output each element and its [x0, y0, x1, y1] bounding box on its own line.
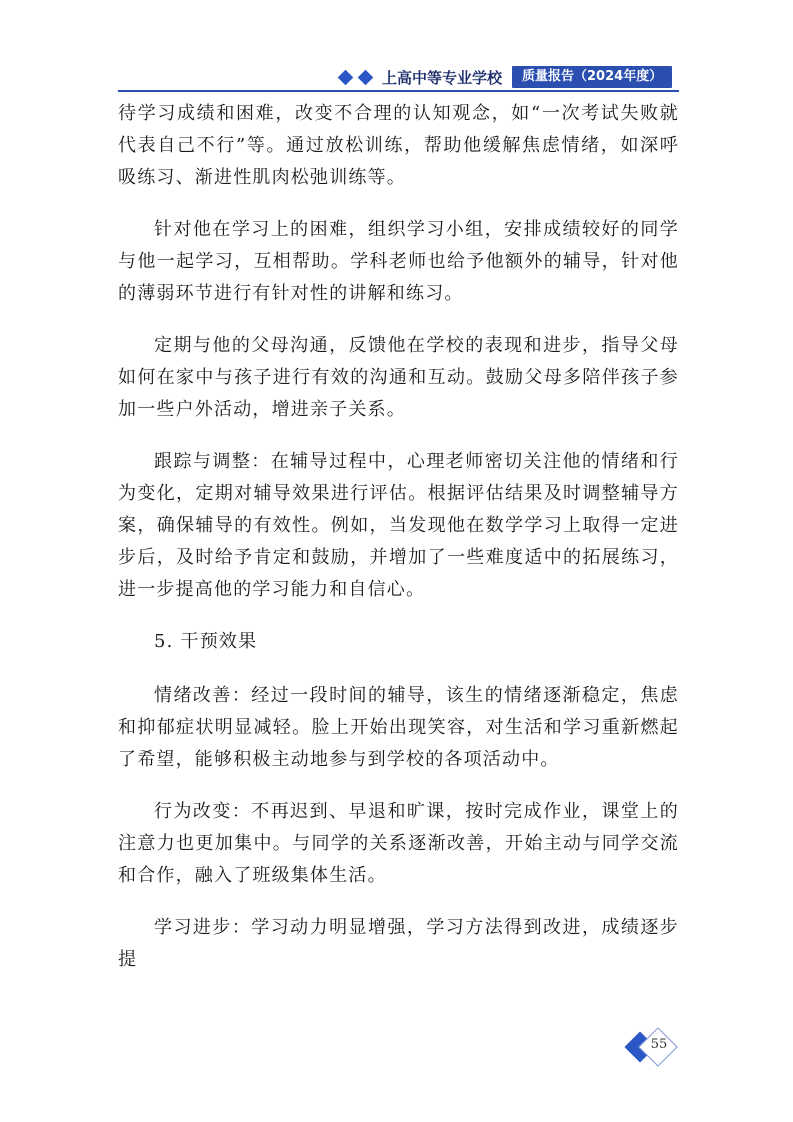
paragraph: 学习进步：学习动力明显增强，学习方法得到改进，成绩逐步提: [118, 917, 679, 970]
body-text: [118, 98, 679, 996]
paragraph: 针对他在学习上的困难，组织学习小组，安排成绩较好的同学与他一起学习，互相帮助。学科老师也给予他额外的辅导，针对他的薄弱环节进行有针对性的讲解和练习。: [118, 219, 679, 304]
diamond-icon: [338, 69, 354, 85]
paragraph: 跟踪与调整：在辅导过程中，心理老师密切关注他的情绪和行为变化，定期对辅导效果进行评估。根据评估结果及时调整辅导方案，确保辅导的有效性。例如，当发现他在数学学习上取得一定进步后，及时给予肯定和鼓励，并增加了一些难度适中的拓展练习，进一步提高他的学习能力和自信心。: [118, 451, 679, 600]
header-rule: [118, 90, 679, 92]
paragraph: 定期与他的父母沟通，反馈他在学校的表现和进步，指导父母如何在家中与孩子进行有效的沟通和互动。鼓励父母多陪伴孩子参加一些户外活动，增进亲子关系。: [118, 335, 679, 420]
page-footer: [626, 1030, 678, 1064]
paragraph: 情绪改善：经过一段时间的辅导，该生的情绪逐渐稳定，焦虑和抑郁症状明显减轻。脸上开始出现笑容，对生活和学习重新燃起了希望，能够积极主动地参与到学校的各项活动中。: [118, 685, 679, 770]
diamond-icon: [358, 69, 374, 85]
section-heading: 5. 干预效果: [154, 631, 258, 652]
page-number: 55: [650, 1037, 668, 1052]
school-name: 上高中等专业学校: [382, 68, 503, 87]
paragraph: 待学习成绩和困难，改变不合理的认知观念，如“一次考试失败就代表自己不行”等。通过放松训练，帮助他缓解焦虑情绪，如深呼吸练习、渐进性肌肉松弛训练等。: [118, 103, 679, 188]
paragraph: 行为改变：不再迟到、早退和旷课，按时完成作业，课堂上的注意力也更加集中。与同学的关系逐渐改善，开始主动与同学交流和合作，融入了班级集体生活。: [118, 801, 679, 886]
report-badge: 质量报告（2024年度）: [512, 66, 672, 88]
page-header: [340, 66, 672, 88]
